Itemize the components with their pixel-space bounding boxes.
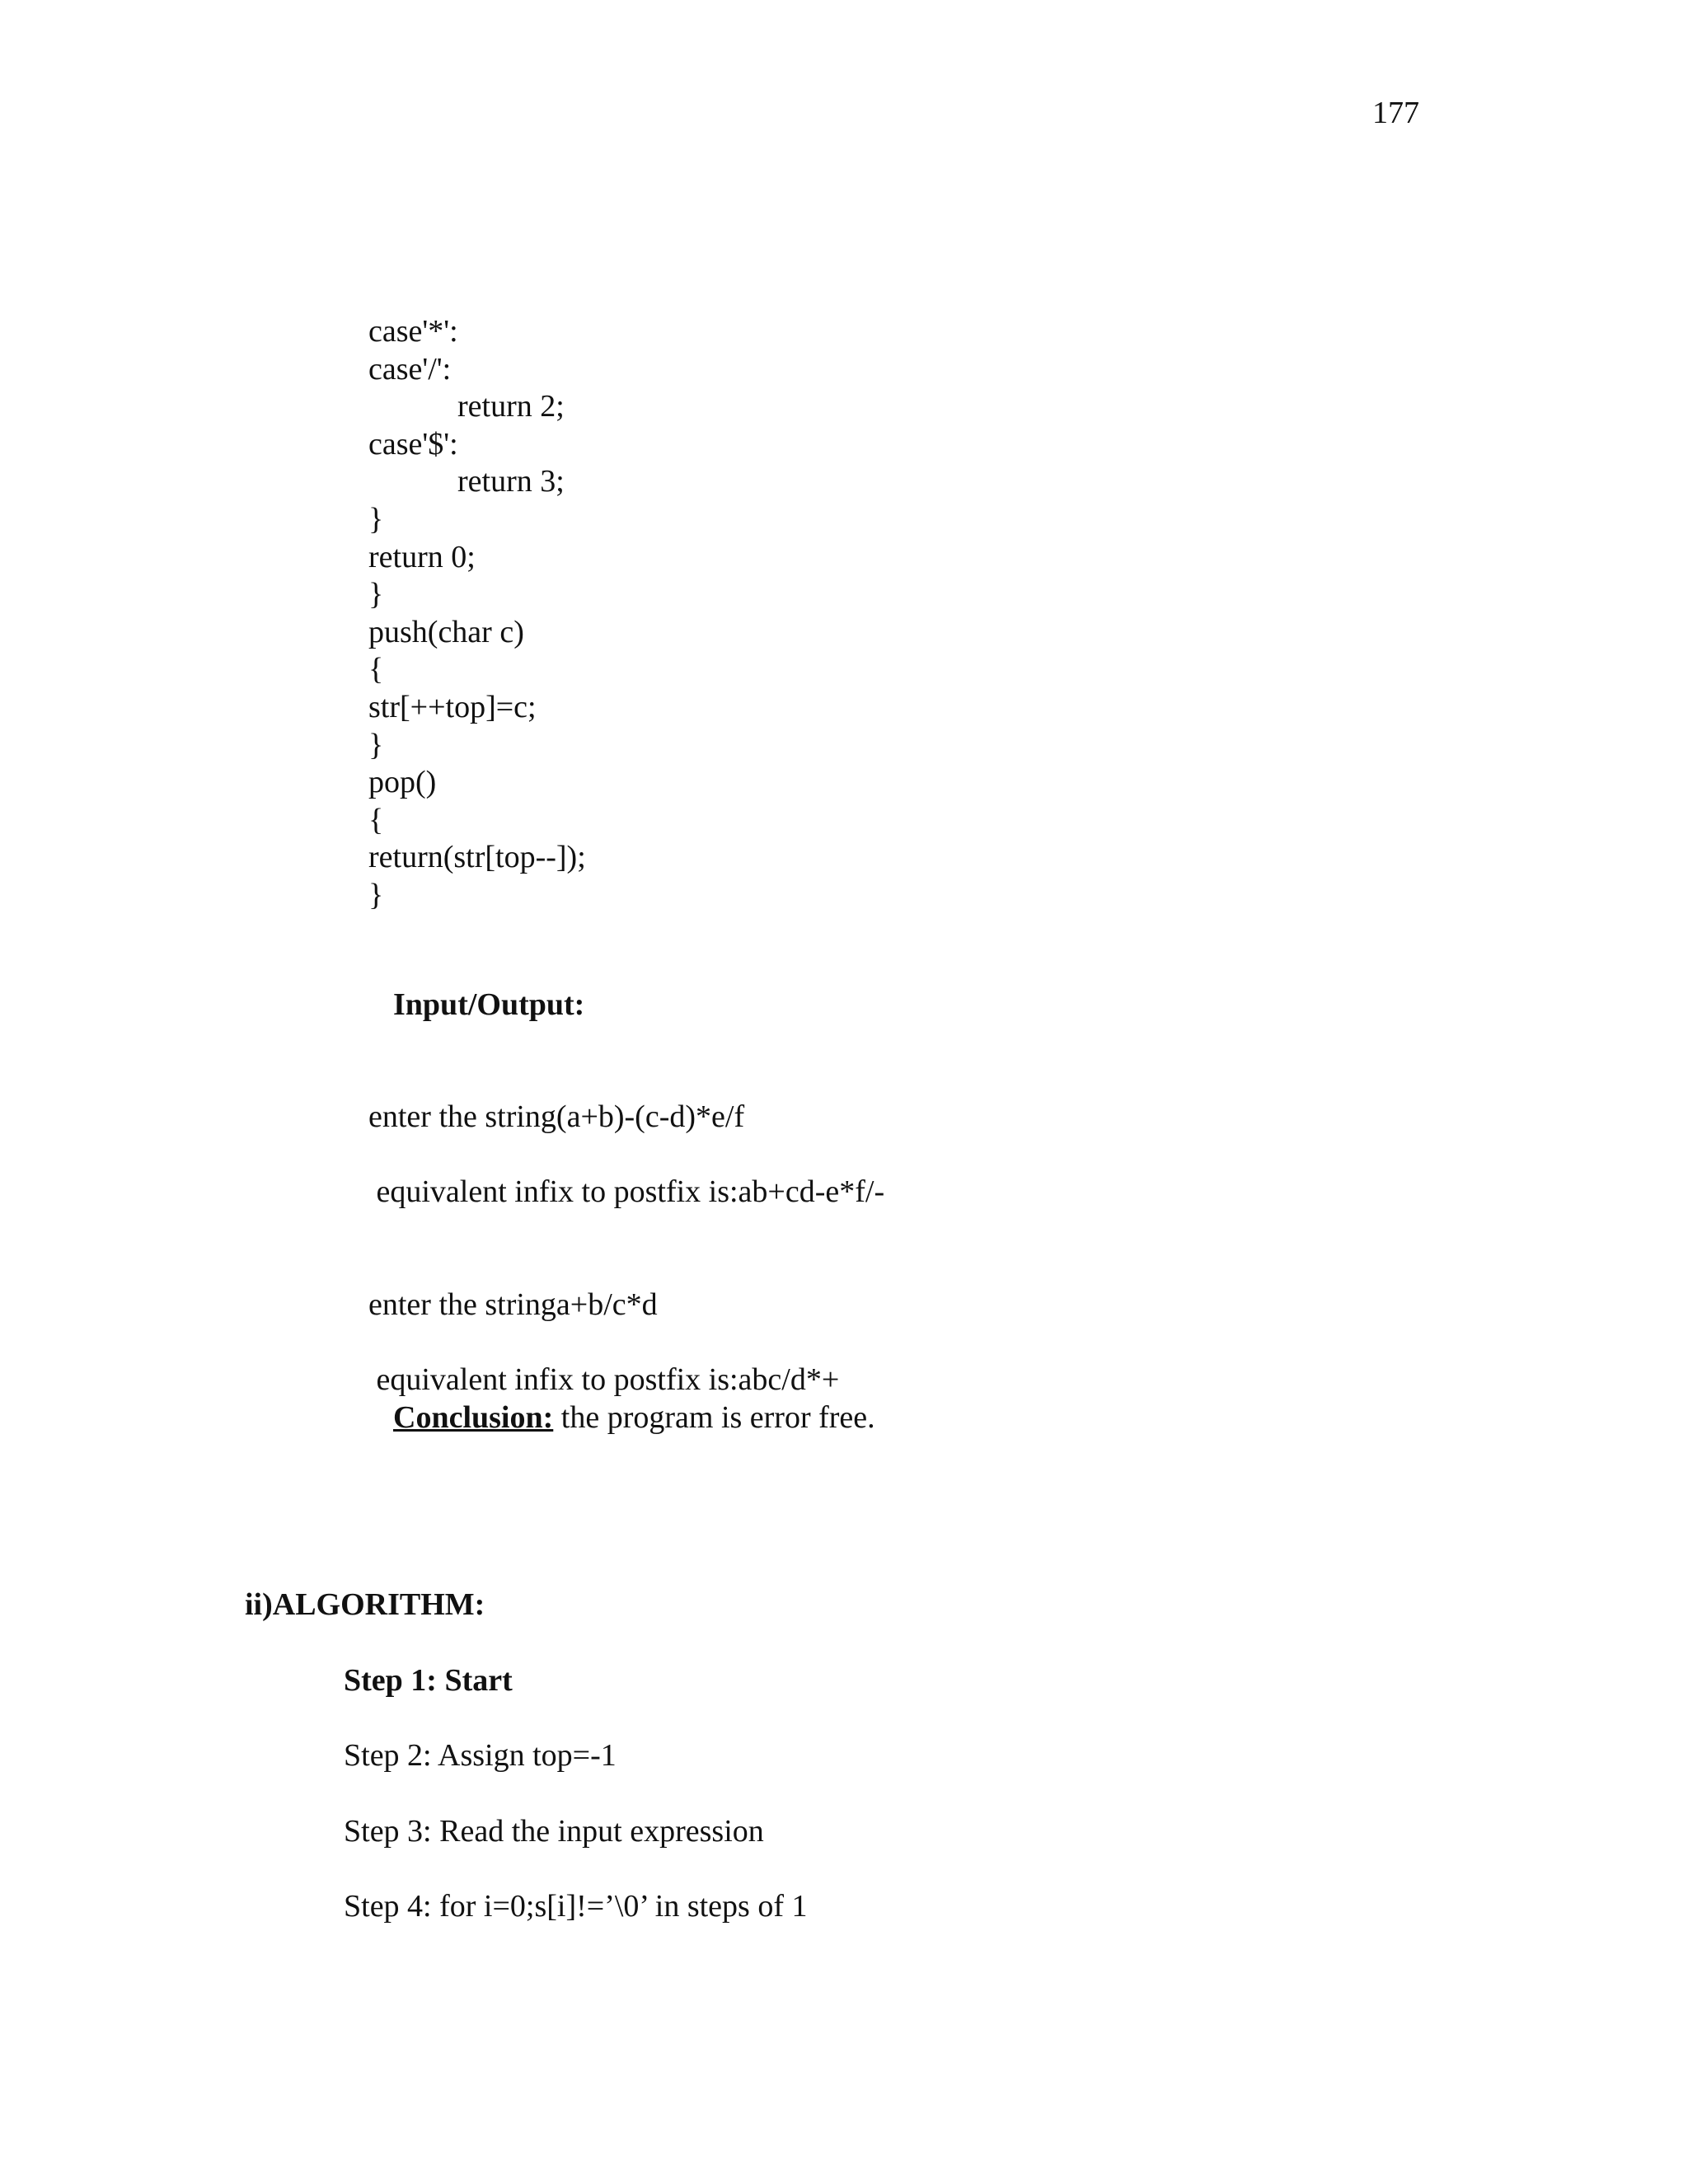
code-line: return 3; xyxy=(457,464,565,499)
code-line: return 2; xyxy=(457,389,565,424)
code-line: case'/': xyxy=(368,351,452,387)
code-line: { xyxy=(368,802,384,837)
io-line: equivalent infix to postfix is:ab+cd-e*f/- xyxy=(368,1174,885,1209)
page-number: 177 xyxy=(1372,96,1419,130)
algorithm-heading: ii)ALGORITHM: xyxy=(245,1587,485,1622)
conclusion-text: the program is error free. xyxy=(553,1400,875,1435)
io-line: enter the stringa+b/c*d xyxy=(368,1287,658,1322)
algorithm-step: Step 4: for i=0;s[i]!=’\0’ in steps of 1 xyxy=(344,1889,808,1924)
io-heading: Input/Output: xyxy=(393,987,585,1022)
code-line: } xyxy=(368,877,384,912)
code-line: { xyxy=(368,652,384,687)
code-line: case'*': xyxy=(368,314,458,349)
algorithm-step: Step 2: Assign top=-1 xyxy=(344,1738,617,1773)
io-line: enter the string(a+b)-(c-d)*e/f xyxy=(368,1099,745,1134)
conclusion xyxy=(393,1399,875,1436)
code-line: push(char c) xyxy=(368,614,524,649)
io-line: equivalent infix to postfix is:abc/d*+ xyxy=(368,1362,840,1397)
code-line: } xyxy=(368,501,384,537)
code-line: return(str[top--]); xyxy=(368,840,586,875)
code-line: } xyxy=(368,727,384,762)
code-line: case'$': xyxy=(368,426,458,462)
code-line: pop() xyxy=(368,765,437,800)
code-line: return 0; xyxy=(368,539,476,574)
algorithm-step: Step 3: Read the input expression xyxy=(344,1814,764,1849)
code-line: str[++top]=c; xyxy=(368,689,537,724)
algorithm-step: Step 1: Start xyxy=(344,1663,513,1698)
code-listing xyxy=(368,313,586,915)
conclusion-label: Conclusion: xyxy=(393,1400,554,1435)
code-line: } xyxy=(368,577,384,612)
